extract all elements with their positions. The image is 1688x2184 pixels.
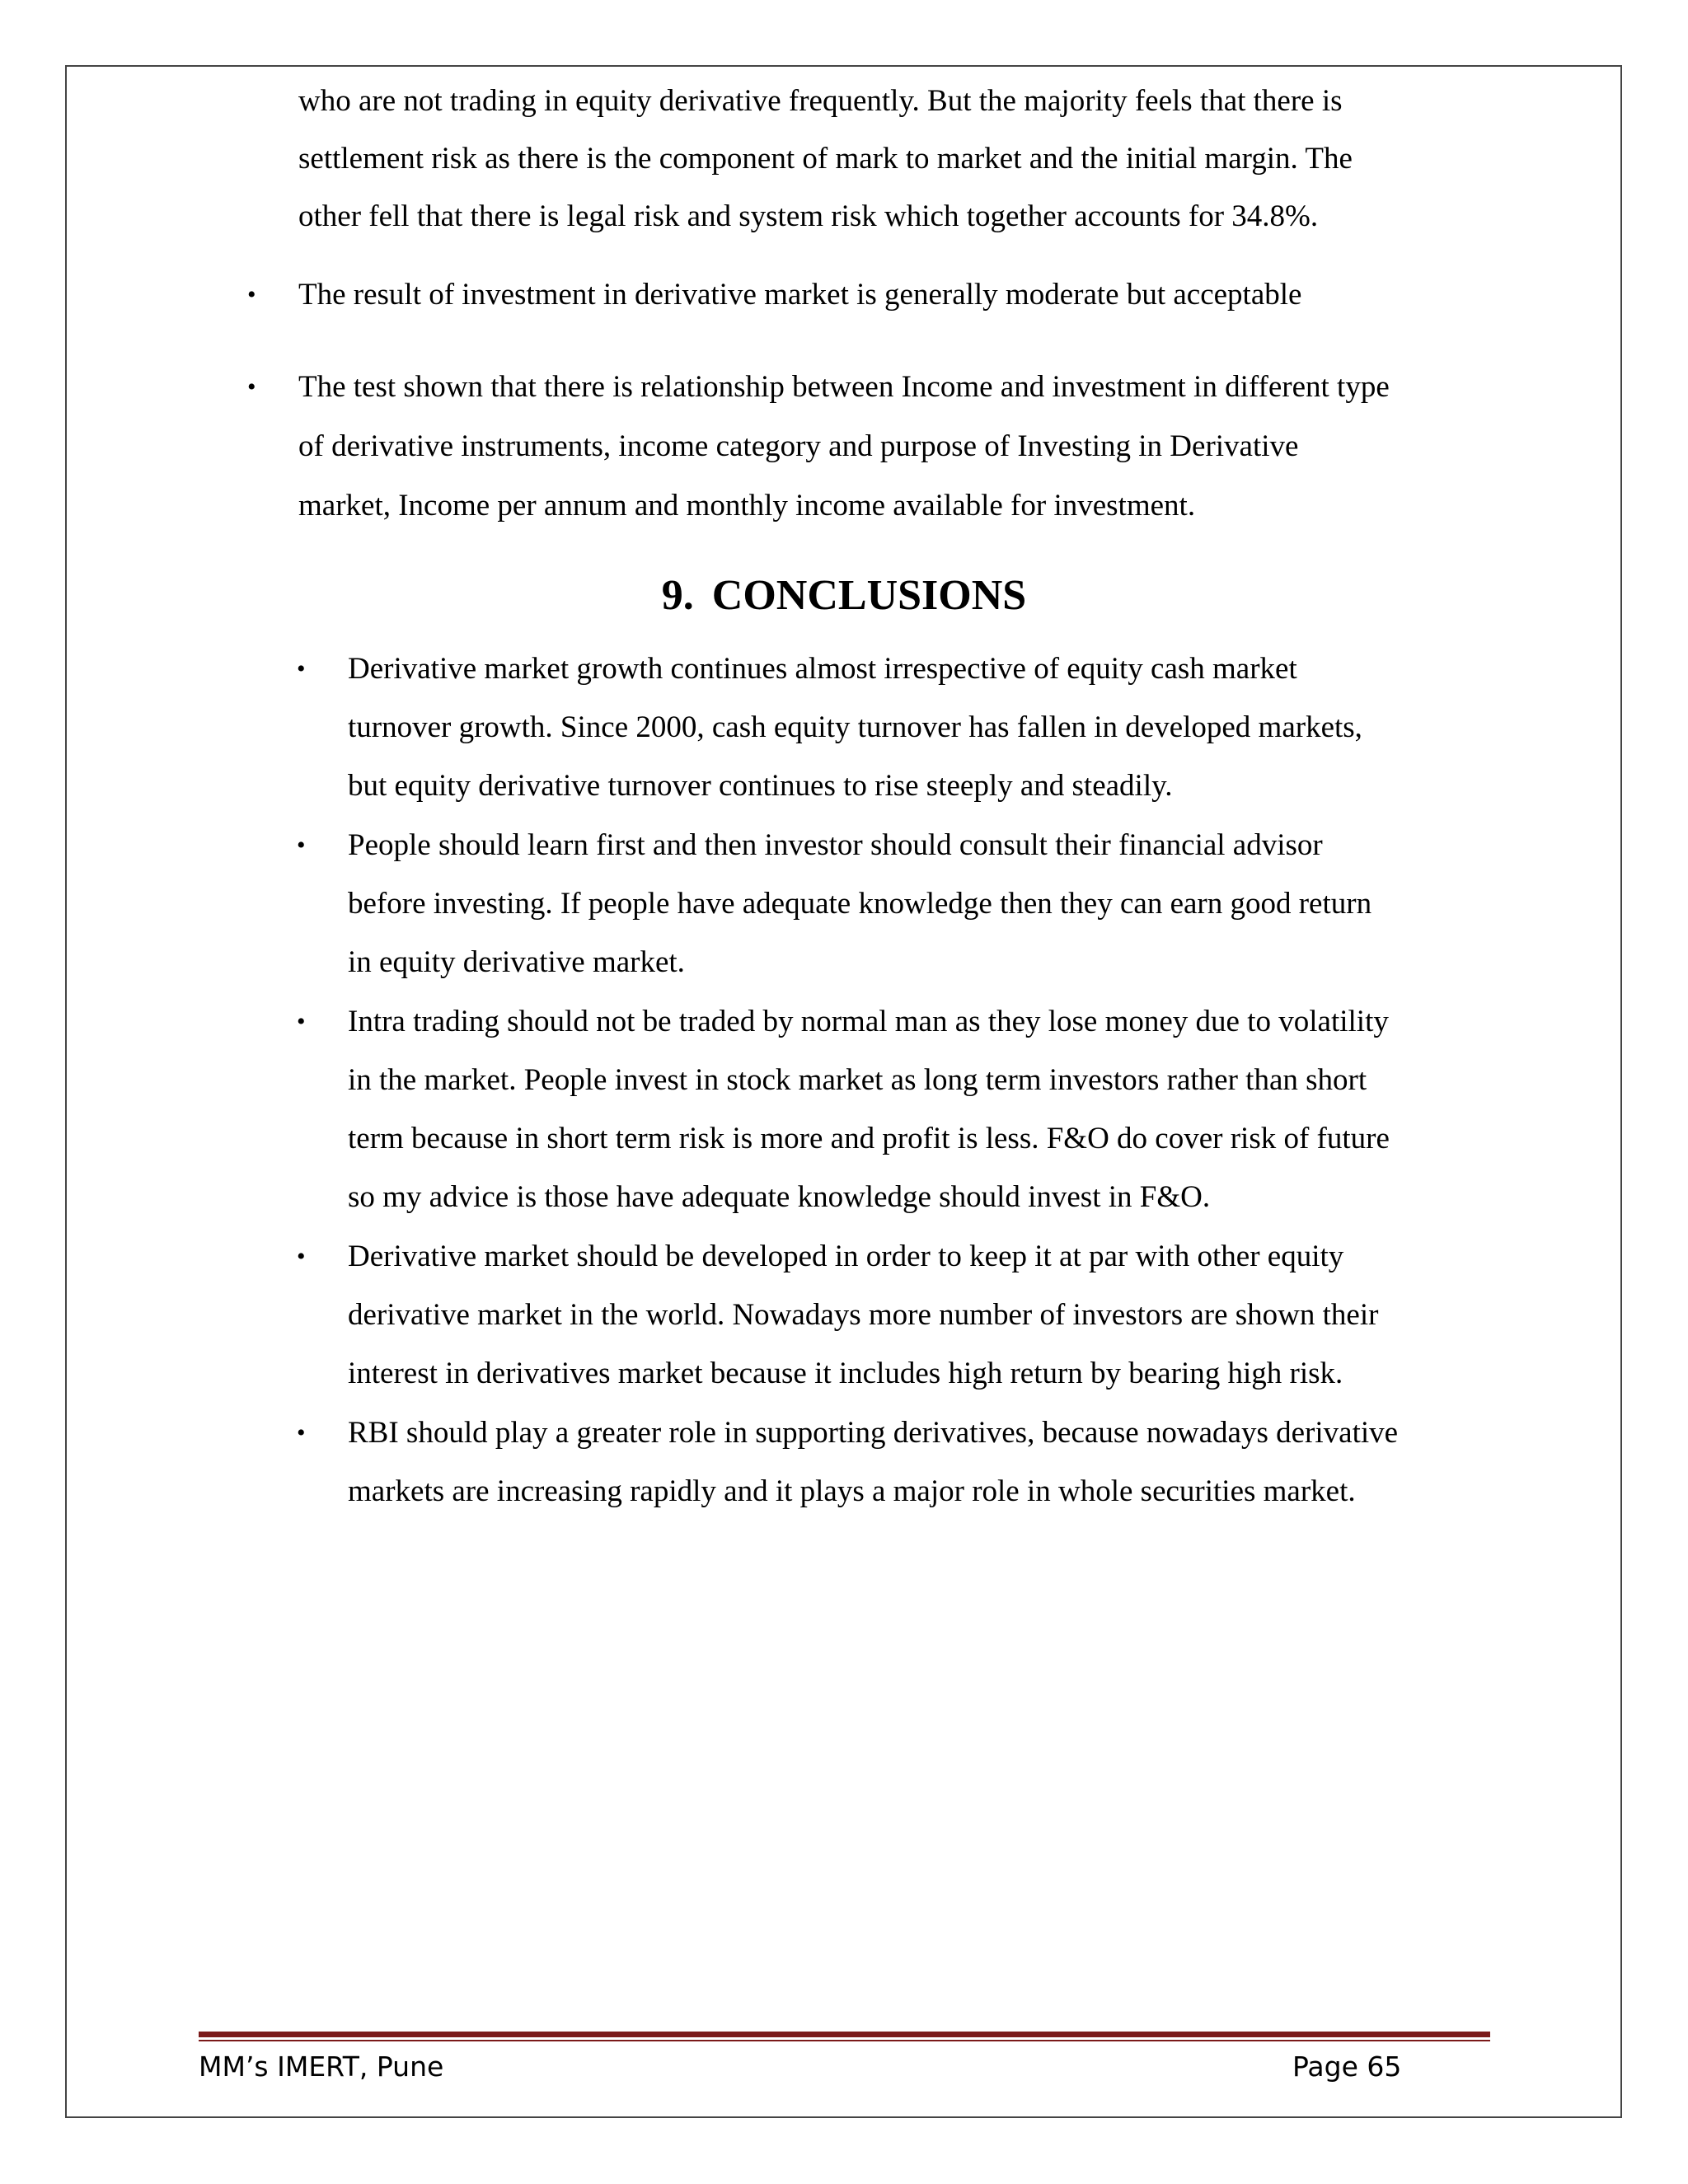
text-line: Derivative market growth continues almost irrespective of equity cash market: [348, 652, 1297, 686]
section-number: 9.: [661, 572, 694, 619]
text-line: of derivative instruments, income category and purpose of Investing in Derivative: [298, 429, 1299, 463]
text-line: The result of investment in derivative market is generally moderate but acceptable: [298, 278, 1302, 312]
bullet-icon: •: [297, 1419, 306, 1446]
bullet-icon: •: [297, 832, 306, 859]
bullet-icon: •: [247, 373, 256, 401]
text-line: The test shown that there is relationship between Income and investment in different type: [298, 370, 1390, 404]
text-line: Derivative market should be developed in order to keep it at par with other equity: [348, 1240, 1344, 1273]
text-line: so my advice is those have adequate knowledge should invest in F&O.: [348, 1180, 1211, 1214]
conclusion-item: [297, 816, 1518, 991]
text-line: who are not trading in equity derivative frequently. But the majority feels that there is: [298, 84, 1343, 118]
text-line: in equity derivative market.: [348, 945, 685, 979]
bullet-icon: •: [247, 281, 256, 308]
section-heading: [0, 567, 1688, 625]
conclusion-item: [297, 992, 1518, 1226]
text-line: before investing. If people have adequate knowledge then they can earn good return: [348, 887, 1372, 921]
text-line: market, Income per annum and monthly income available for investment.: [298, 489, 1196, 523]
text-line: markets are increasing rapidly and it plays a major role in whole securities market.: [348, 1474, 1356, 1508]
finding-item: [247, 265, 1518, 325]
text-line: but equity derivative turnover continues to rise steeply and steadily.: [348, 769, 1173, 803]
continuation-paragraph: [298, 73, 1502, 246]
footer-rule: [199, 2032, 1490, 2037]
text-line: interest in derivatives market because it includes high return by bearing high risk.: [348, 1357, 1343, 1390]
text-line: People should learn first and then investor should consult their financial advisor: [348, 828, 1323, 862]
footer-page-number: Page 65: [1292, 2050, 1402, 2083]
conclusion-item: [297, 1404, 1518, 1521]
text-line: other fell that there is legal risk and system risk which together accounts for 34.8%.: [298, 199, 1319, 233]
footer-rule-thin: [199, 2040, 1490, 2041]
footer-institution: MM’s IMERT, Pune: [199, 2050, 444, 2083]
text-line: in the market. People invest in stock market as long term investors rather than short: [348, 1063, 1367, 1097]
bullet-icon: •: [297, 1008, 306, 1035]
text-line: derivative market in the world. Nowadays more number of investors are shown their: [348, 1298, 1379, 1332]
text-line: term because in short term risk is more and profit is less. F&O do cover risk of future: [348, 1122, 1390, 1155]
bullet-icon: •: [297, 1243, 306, 1270]
text-line: Intra trading should not be traded by normal man as they lose money due to volatility: [348, 1005, 1389, 1038]
text-line: RBI should play a greater role in supporting derivatives, because nowadays derivative: [348, 1416, 1399, 1450]
finding-item: [247, 358, 1518, 536]
text-line: turnover growth. Since 2000, cash equity turnover has fallen in developed markets,: [348, 710, 1362, 744]
text-line: settlement risk as there is the component of mark to market and the initial margin. The: [298, 142, 1353, 176]
conclusion-item: [297, 640, 1518, 815]
section-title: CONCLUSIONS: [711, 572, 1027, 619]
conclusion-item: [297, 1227, 1518, 1403]
bullet-icon: •: [297, 655, 306, 682]
